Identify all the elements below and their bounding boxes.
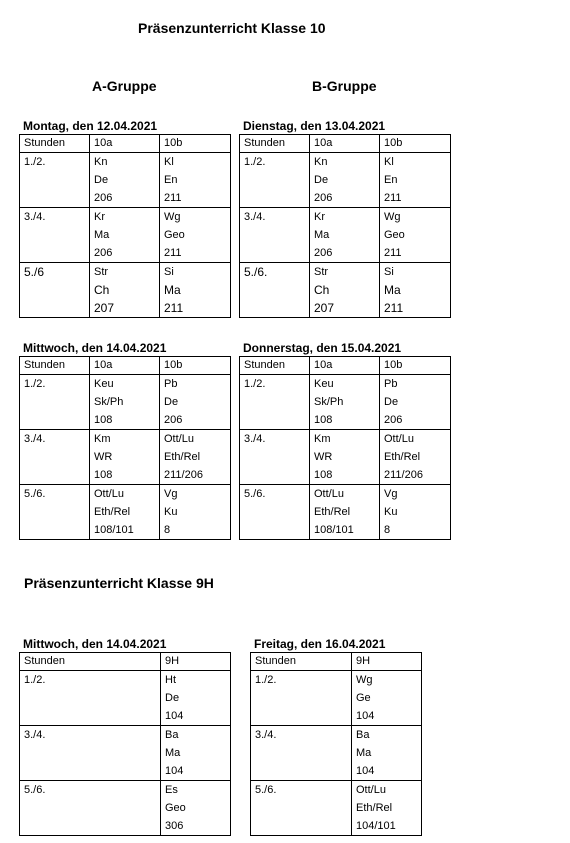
lesson-entry: Vg [384, 488, 398, 500]
period-cell [240, 208, 310, 263]
period-cell [20, 263, 90, 318]
day-heading: Montag, den 12.04.2021 [23, 119, 158, 133]
period-label: 3./4. [24, 433, 46, 445]
table-row [20, 671, 231, 726]
lesson-entry: De [94, 174, 109, 186]
period-label: 1./2. [244, 378, 266, 390]
period-cell [20, 781, 161, 836]
period-cell [240, 375, 310, 430]
lesson-entry: 108 [94, 414, 113, 426]
lesson-entry: Keu [94, 378, 114, 390]
header-row [240, 135, 451, 153]
period-cell [20, 726, 161, 781]
schedule-table [250, 652, 422, 836]
period-label: 1./2. [244, 156, 266, 168]
lesson-entry: Pb [164, 378, 178, 390]
group-a-heading: A-Gruppe [92, 78, 157, 94]
lesson-cell [161, 726, 231, 781]
table-row [240, 153, 451, 208]
lesson-cell [380, 375, 451, 430]
lesson-entry: Kl [384, 156, 394, 168]
period-label: 3./4. [255, 729, 277, 741]
lesson-entry: 206 [384, 414, 403, 426]
lesson-cell [160, 485, 231, 540]
schedule-montag [19, 118, 231, 318]
lesson-cell [90, 263, 160, 318]
lesson-entry: 8 [384, 524, 391, 536]
schedule-table [239, 356, 451, 540]
period-cell [20, 375, 90, 430]
column-header: 9H [352, 653, 422, 671]
schedule-donnerstag [239, 340, 451, 540]
column-header: Stunden [251, 653, 352, 671]
lesson-entry: 211/206 [384, 469, 423, 481]
lesson-cell [160, 430, 231, 485]
schedule-mittwoch-9h [19, 636, 231, 836]
period-label: 5./6. [244, 488, 266, 500]
lesson-entry: Ba [165, 729, 179, 741]
lesson-entry: De [165, 692, 180, 704]
lesson-entry: Ott/Lu [94, 488, 124, 500]
lesson-entry: WR [94, 451, 113, 463]
period-label: 1./2. [24, 378, 46, 390]
lesson-entry: 211 [384, 192, 402, 204]
period-cell [240, 153, 310, 208]
lesson-cell [160, 208, 231, 263]
lesson-entry: Ma [165, 747, 181, 759]
lesson-cell [380, 485, 451, 540]
lesson-entry: Eth/Rel [164, 451, 201, 463]
lesson-entry: Ma [356, 747, 372, 759]
column-header: 10b [380, 135, 451, 153]
lesson-entry: Km [314, 433, 331, 445]
lesson-entry: Kn [314, 156, 328, 168]
group-b-heading: B-Gruppe [312, 78, 377, 94]
column-header: 10a [90, 357, 160, 375]
lesson-entry: 211 [384, 301, 404, 315]
period-cell [240, 263, 310, 318]
period-cell [240, 430, 310, 485]
lesson-entry: 108 [94, 469, 113, 481]
lesson-entry: 206 [164, 414, 183, 426]
lesson-entry: Eth/Rel [94, 506, 131, 518]
schedule-table [19, 652, 231, 836]
lesson-cell [352, 726, 422, 781]
period-cell [20, 485, 90, 540]
lesson-entry: Ch [314, 283, 330, 297]
column-header: 10a [310, 135, 380, 153]
lesson-entry: Wg [356, 674, 373, 686]
lesson-entry: Geo [165, 802, 186, 814]
lesson-cell [90, 153, 160, 208]
lesson-entry: Wg [164, 211, 181, 223]
lesson-cell [380, 263, 451, 318]
lesson-cell [310, 263, 380, 318]
table-row [251, 726, 422, 781]
table-row [20, 153, 231, 208]
lesson-entry: Ma [164, 283, 181, 297]
lesson-entry: Ma [314, 229, 330, 241]
period-label: 5./6 [24, 265, 45, 279]
period-label: 1./2. [24, 156, 46, 168]
lesson-cell [380, 153, 451, 208]
lesson-cell [310, 375, 380, 430]
lesson-entry: Ott/Lu [314, 488, 344, 500]
lesson-entry: Ma [94, 229, 110, 241]
day-heading: Donnerstag, den 15.04.2021 [243, 341, 402, 355]
lesson-entry: En [384, 174, 398, 186]
lesson-entry: Vg [164, 488, 178, 500]
period-cell [20, 430, 90, 485]
lesson-entry: En [164, 174, 178, 186]
lesson-entry: 104 [356, 765, 375, 777]
lesson-entry: De [384, 396, 399, 408]
lesson-cell [352, 781, 422, 836]
table-row [20, 726, 231, 781]
lesson-cell [160, 153, 231, 208]
lesson-entry: Eth/Rel [356, 802, 393, 814]
lesson-entry: Ba [356, 729, 370, 741]
lesson-entry: Ch [94, 283, 110, 297]
lesson-entry: 104 [356, 710, 375, 722]
table-row [20, 375, 231, 430]
lesson-entry: Pb [384, 378, 398, 390]
period-label: 5./6. [24, 784, 46, 796]
period-cell [251, 671, 352, 726]
lesson-entry: Ku [384, 506, 398, 518]
lesson-entry: Ht [165, 674, 176, 686]
lesson-entry: Es [165, 784, 178, 796]
column-header: 9H [161, 653, 231, 671]
lesson-cell [380, 430, 451, 485]
lesson-entry: Ge [356, 692, 371, 704]
lesson-entry: 306 [165, 820, 184, 832]
lesson-entry: Kn [94, 156, 108, 168]
lesson-entry: Si [164, 266, 174, 278]
table-row [251, 781, 422, 836]
lesson-cell [352, 671, 422, 726]
lesson-entry: Sk/Ph [314, 396, 344, 408]
lesson-cell [160, 375, 231, 430]
lesson-entry: Sk/Ph [94, 396, 124, 408]
lesson-cell [90, 208, 160, 263]
table-row [20, 430, 231, 485]
lesson-entry: 211 [164, 247, 182, 259]
lesson-entry: 207 [94, 301, 115, 315]
schedule-freitag [250, 636, 422, 836]
table-row [240, 485, 451, 540]
lesson-entry: 211 [384, 247, 402, 259]
lesson-entry: 108 [314, 469, 333, 481]
schedule-table [19, 356, 231, 540]
period-cell [251, 726, 352, 781]
period-cell [20, 208, 90, 263]
lesson-entry: Eth/Rel [384, 451, 421, 463]
table-row [20, 208, 231, 263]
table-row [20, 781, 231, 836]
column-header: 10b [160, 357, 231, 375]
lesson-entry: 206 [94, 192, 113, 204]
lesson-entry: 104 [165, 765, 184, 777]
lesson-entry: Ott/Lu [164, 433, 194, 445]
lesson-entry: Str [94, 266, 109, 278]
lesson-entry: 211/206 [164, 469, 203, 481]
lesson-cell [90, 485, 160, 540]
period-label: 3./4. [24, 211, 46, 223]
lesson-entry: Kl [164, 156, 174, 168]
period-label: 3./4. [24, 729, 46, 741]
period-cell [240, 485, 310, 540]
lesson-entry: Ott/Lu [356, 784, 386, 796]
lesson-entry: 207 [314, 301, 335, 315]
lesson-entry: Str [314, 266, 329, 278]
schedule-dienstag [239, 118, 451, 318]
lesson-entry: Si [384, 266, 394, 278]
lesson-entry: 8 [164, 524, 171, 536]
lesson-entry: Kr [314, 211, 325, 223]
lesson-cell [380, 208, 451, 263]
lesson-entry: Geo [384, 229, 405, 241]
day-heading: Mittwoch, den 14.04.2021 [23, 341, 167, 355]
table-row [240, 263, 451, 318]
period-label: 1./2. [24, 674, 46, 686]
header-row [20, 135, 231, 153]
lesson-cell [90, 375, 160, 430]
lesson-cell [160, 263, 231, 318]
lesson-cell [161, 671, 231, 726]
column-header: Stunden [20, 357, 90, 375]
period-label: 1./2. [255, 674, 277, 686]
title-klasse-10: Präsenzunterricht Klasse 10 [138, 20, 326, 36]
period-label: 5./6. [24, 488, 46, 500]
header-row [251, 653, 422, 671]
day-heading: Mittwoch, den 14.04.2021 [23, 637, 167, 651]
column-header: Stunden [20, 135, 90, 153]
lesson-cell [310, 208, 380, 263]
lesson-entry: Geo [164, 229, 185, 241]
lesson-entry: Ott/Lu [384, 433, 414, 445]
table-row [240, 375, 451, 430]
lesson-entry: 104/101 [356, 820, 396, 832]
column-header: 10a [90, 135, 160, 153]
lesson-entry: 108 [314, 414, 333, 426]
lesson-entry: Km [94, 433, 111, 445]
table-row [20, 485, 231, 540]
header-row [240, 357, 451, 375]
lesson-entry: 206 [314, 192, 333, 204]
column-header: 10b [160, 135, 231, 153]
title-klasse-9h: Präsenzunterricht Klasse 9H [24, 575, 214, 591]
lesson-entry: De [164, 396, 179, 408]
table-row [251, 671, 422, 726]
table-row [20, 263, 231, 318]
table-row [240, 208, 451, 263]
period-label: 3./4. [244, 433, 266, 445]
lesson-cell [310, 485, 380, 540]
lesson-cell [310, 153, 380, 208]
day-heading: Dienstag, den 13.04.2021 [243, 119, 386, 133]
column-header: Stunden [240, 135, 310, 153]
lesson-entry: 206 [94, 247, 113, 259]
column-header: Stunden [240, 357, 310, 375]
lesson-cell [310, 430, 380, 485]
schedule-mittwoch-10 [19, 340, 231, 540]
lesson-entry: 104 [165, 710, 184, 722]
lesson-entry: 108/101 [314, 524, 354, 536]
lesson-entry: 211 [164, 192, 182, 204]
period-label: 3./4. [244, 211, 266, 223]
lesson-cell [90, 430, 160, 485]
lesson-entry: Ma [384, 283, 401, 297]
schedule-table [19, 134, 231, 318]
lesson-entry: Ku [164, 506, 178, 518]
column-header: 10b [380, 357, 451, 375]
header-row [20, 357, 231, 375]
lesson-cell [161, 781, 231, 836]
lesson-entry: 211 [164, 301, 184, 315]
period-label: 5./6. [244, 265, 268, 279]
lesson-entry: Keu [314, 378, 334, 390]
day-heading: Freitag, den 16.04.2021 [254, 637, 386, 651]
table-row [240, 430, 451, 485]
lesson-entry: 108/101 [94, 524, 134, 536]
lesson-entry: WR [314, 451, 333, 463]
lesson-entry: Wg [384, 211, 401, 223]
period-cell [20, 153, 90, 208]
lesson-entry: Kr [94, 211, 105, 223]
period-cell [251, 781, 352, 836]
column-header: 10a [310, 357, 380, 375]
period-label: 5./6. [255, 784, 277, 796]
lesson-entry: Eth/Rel [314, 506, 351, 518]
period-cell [20, 671, 161, 726]
lesson-entry: 206 [314, 247, 333, 259]
column-header: Stunden [20, 653, 161, 671]
lesson-entry: De [314, 174, 329, 186]
schedule-table [239, 134, 451, 318]
header-row [20, 653, 231, 671]
